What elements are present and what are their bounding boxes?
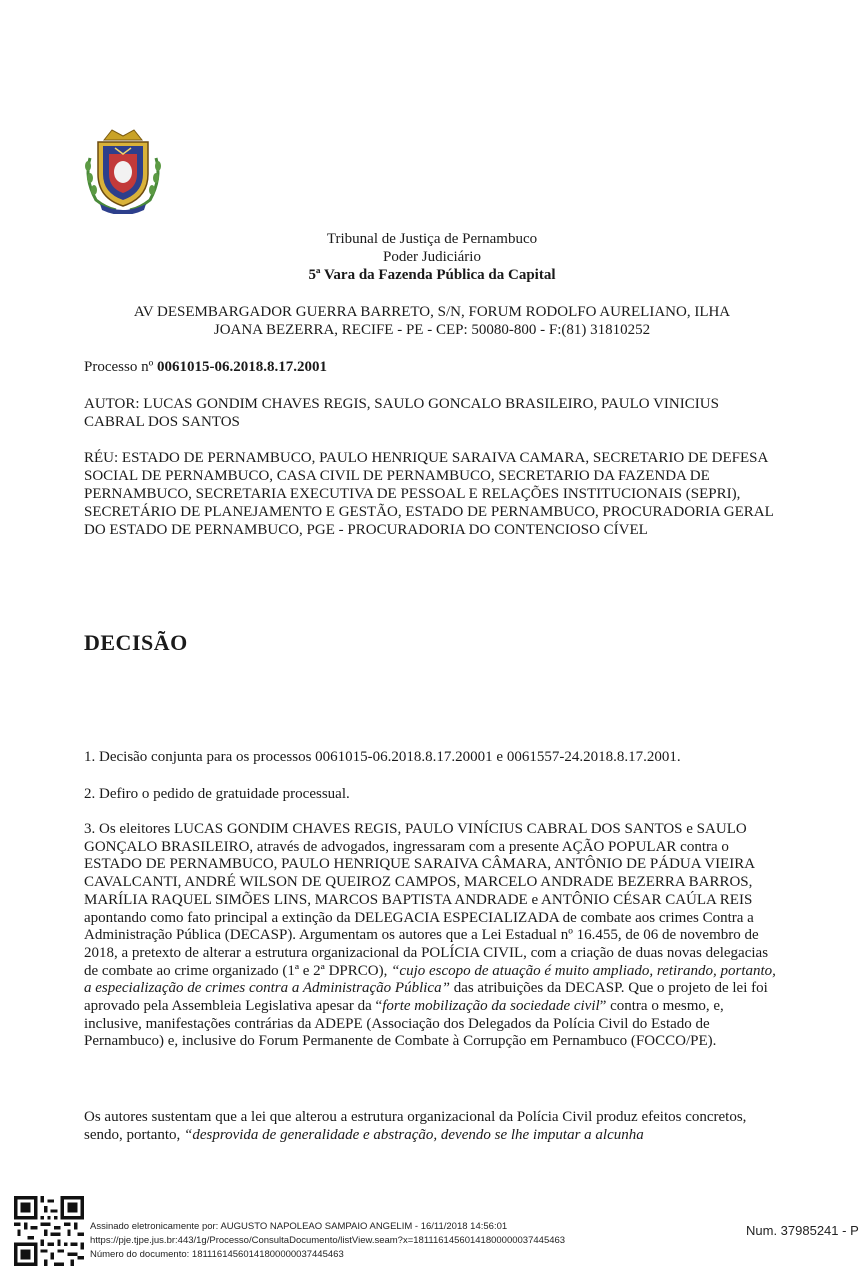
paragraph-3-text-a: 3. Os eleitores LUCAS GONDIM CHAVES REGIS, PAULO VINÍCIUS CABRAL DOS SANTOS e SAULO GONÇALO BRASILEIRO, através de advogados, ingressaram com a presente AÇÃO POPULAR contra o ESTADO DE PERNAMBUCO, PAULO HENRIQUE SARAIVA CÂMARA, ANTÔNIO DE PÁDUA VIEIRA CAVALCANTI, ANDRÉ WILSON DE QUEIROZ CAMPOS, MARCELO ANDRADE BEZERRA BARROS, MARÍLIA RAQUEL SIMÕES LINS, MARCOS BAPTISTA ANDRADE e ANTÔNIO CÉSAR CAÚLA REIS apontando como fato principal a extinção da DELEGACIA ESPECIALIZADA de combate aos crimes Contra a Administração Pública (DECASP). Argumentam os autores que a Lei Estadual nº 16.455, de 06 de novembro de 2018, a pretexto de alterar a estrutura organizacional da POLÍCIA CIVIL, com a criação de duas novas delegacias de combate ao crime organizado (1ª e 2ª DPRCO), — [84, 821, 769, 979]
signature-info — [90, 1220, 565, 1262]
page-number: Num. 37985241 - P — [746, 1223, 859, 1238]
address-line-1: AV DESEMBARGADOR GUERRA BARRETO, S/N, FORUM RODOLFO AURELIANO, ILHA — [133, 304, 731, 320]
decision-title: DECISÃO — [84, 630, 188, 655]
signature-footer — [0, 1190, 864, 1280]
court-address — [90, 303, 774, 339]
paragraph-3-quote-1: “cujo escopo de atuação é muito ampliado, retirando, portanto, a especialização de crimes contra a Administração Pública” — [84, 962, 776, 997]
court-name: Tribunal de Justiça de Pernambuco — [326, 231, 538, 247]
paragraph-3 — [84, 821, 778, 1051]
document-url[interactable]: https://pje.tjpe.jus.br:443/1g/Processo/ConsultaDocumento/listView.seam?x=18111614560141800000037445463 — [90, 1235, 566, 1246]
paragraph-3-text-c: ” contra o mesmo, e, inclusive, manifestações contrárias da ADEPE (Associação dos Delegados da Polícia Civil do Estado de Pernambuco) e, inclusive do Forum Permanente de Combate à Corrupção em Pernambuco (FOCCO/PE). — [84, 998, 724, 1050]
paragraph-3-text-b: das atribuições da DECASP. Que o projeto de lei foi aprovado pela Assembleia Legislativa apesar da “ — [84, 980, 768, 1015]
process-number: 0061015-06.2018.8.17.2001 — [156, 359, 327, 375]
paragraph-4 — [84, 1109, 778, 1144]
court-branch: Poder Judiciário — [383, 249, 481, 265]
paragraph-1: 1. Decisão conjunta para os processos 0061015-06.2018.8.17.20001 e 0061557-24.2018.8.17.2001. — [84, 749, 681, 765]
signed-by: Assinado eletronicamente por: AUGUSTO NAPOLEAO SAMPAIO ANGELIM - 16/11/2018 14:56:01 — [90, 1221, 508, 1232]
paragraph-2: 2. Defiro o pedido de gratuidade processual. — [84, 786, 350, 802]
defendants: RÉU: ESTADO DE PERNAMBUCO, PAULO HENRIQUE SARAIVA CAMARA, SECRETARIO DE DEFESA SOCIAL DE PERNAMBUCO, CASA CIVIL DE PERNAMBUCO, SECRETARIO DA FAZENDA DE PERNAMBUCO, SECRETARIA EXECUTIVA DE PESSOAL E RELAÇÕES INSTITUCIONAIS (SEPRI), SECRETÁRIO DE PLANEJAMENTO E GESTÃO, ESTADO DE PERNAMBUCO, PROCURADORIA GERAL DO ESTADO DE PERNAMBUCO, PGE - PROCURADORIA DO CONTENCIOSO CÍVEL — [84, 450, 774, 538]
document-number: Número do documento: 18111614560141800000037445463 — [90, 1249, 344, 1260]
process-label: Processo nº — [84, 359, 157, 375]
court-vara: 5ª Vara da Fazenda Pública da Capital — [308, 267, 556, 283]
paragraph-3-quote-2: forte mobilização da sociedade civil — [382, 998, 600, 1015]
court-header — [0, 230, 864, 284]
qr-code-icon[interactable] — [14, 1196, 84, 1266]
paragraph-4-text: Os autores sustentam que a lei que alterou a estrutura organizacional da Polícia Civil produz efeitos concretos, sendo, portanto, — [84, 1109, 747, 1143]
process-number-line — [84, 358, 774, 376]
address-line-2: JOANA BEZERRA, RECIFE - PE - CEP: 50080-800 - F:(81) 31810252 — [213, 322, 651, 338]
plaintiffs: AUTOR: LUCAS GONDIM CHAVES REGIS, SAULO GONCALO BRASILEIRO, PAULO VINICIUS CABRAL DOS SANTOS — [84, 396, 719, 430]
pernambuco-coat-of-arms-logo — [82, 128, 164, 214]
paragraph-4-quote: “desprovida de generalidade e abstração, devendo se lhe imputar a alcunha — [183, 1126, 644, 1143]
